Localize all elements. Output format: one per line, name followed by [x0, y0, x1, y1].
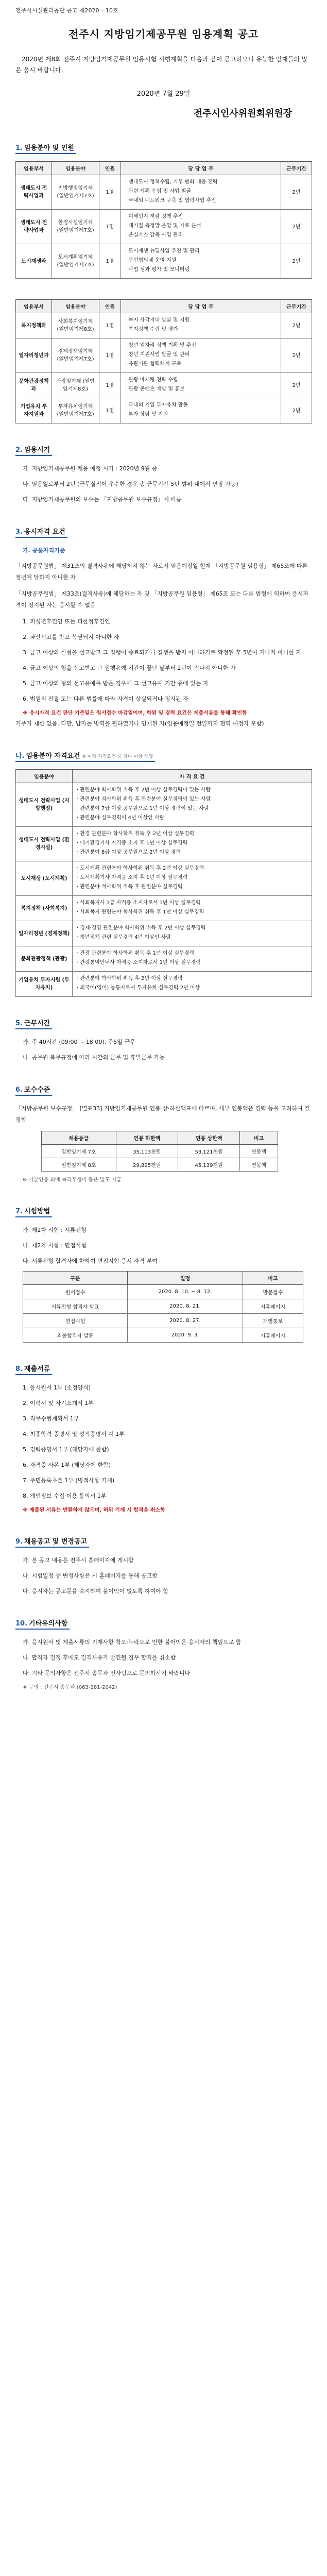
count-cell: 1명: [99, 175, 121, 210]
section-title: 1. 임용분야 및 인원: [15, 142, 76, 154]
section-title: 나. 임용분야 자격요건 ※ 아래 자격요건 중 하나 이상 해당: [15, 750, 155, 762]
table-header: 근무기간: [281, 162, 312, 175]
list-item: 나. 임용일로부터 2년 (근무실적이 우수한 경우 총 근무기간 5년 범위 내에서 연장 가능): [23, 481, 238, 487]
duties-list: [123, 247, 279, 274]
period-cell: 2년: [281, 175, 312, 210]
count-cell: 1명: [99, 313, 121, 338]
list-item: 가. 제1차 시험 : 서류전형: [23, 1227, 87, 1233]
stage-cell: 원서접수: [23, 1285, 128, 1299]
requirement-item: · 도시계획기사 자격증 소지 후 1년 이상 실무경력: [77, 874, 309, 882]
paragraph: 「지방공무원법」 제31조의 결격사유에 해당하지 않는 자로서 임용예정일 현재 「지방공무원 임용령」 제65조에 따른 정년에 달하지 아니한 자: [15, 563, 308, 581]
field-cell: 일자리청년 (경제정책): [16, 921, 73, 946]
field-cell: 기업유치 투자지원 (투자유치): [16, 972, 73, 997]
date-cell: 2020. 8. 10. ~ 8. 12.: [128, 1285, 243, 1299]
table-header: 비고: [240, 1131, 278, 1145]
requirements-cell: [73, 896, 312, 921]
list-item: 2. 이력서 및 자기소개서 1부: [23, 1400, 94, 1406]
intro-text: 2020년 제8회 전주시 지방임기제공무원 임용시험 시행계획을 다음과 같이 공고하오니 유능한 인재들의 많은 응시 바랍니다.: [15, 56, 308, 74]
count-cell: 1명: [99, 338, 121, 373]
note-cell: 개별통보: [243, 1314, 303, 1328]
duty-item: · 청년 일자리 정책 기획 및 추진: [125, 342, 279, 349]
section-documents: [15, 1363, 312, 1515]
table-row: [16, 175, 312, 210]
field-cell: 도시계획임기제 (일반임기제7호): [52, 244, 99, 279]
table-header: 인원: [99, 162, 121, 175]
paragraph: 거주지 제한 없음. 다만, 남자는 병역을 필하였거나 면제된 자(임용예정일 전일까지 전역 예정자 포함): [15, 720, 264, 727]
schedule-table: [23, 1271, 303, 1343]
period-cell: 2년: [281, 338, 312, 373]
requirements-cell: [73, 946, 312, 972]
field-cell: 문화관광정책 (관광): [16, 946, 73, 972]
note-cell: 방문접수: [243, 1285, 303, 1299]
list-item: 가. 주 40시간 (09:00 ~ 18:00), 주5일 근무: [23, 1039, 135, 1045]
requirements-list: [75, 924, 309, 941]
list-item: 나. 합격자 결정 후에도 결격사유가 발견될 경우 합격을 취소함: [23, 1654, 176, 1661]
note: ※ 기본연봉 외에 복리후생비 등은 별도 지급: [23, 1177, 122, 1183]
duty-item: · 관광 콘텐츠 개발 및 홍보: [125, 385, 279, 393]
field-cell: 생태도시 전략사업 (지방행정): [16, 783, 73, 827]
requirement-item: · 대기환경기사 자격증 소지 후 1년 이상 실무경력: [77, 839, 309, 847]
table-row: [23, 1314, 303, 1328]
requirement-item: · 관광 관련분야 학사학위 취득 후 1년 이상 실무경력: [77, 950, 309, 957]
requirements-cell: [73, 783, 312, 827]
table-header: 담 당 업 무: [121, 300, 281, 313]
list-item: 4. 최종학력 증명서 및 성적증명서 각 1부: [23, 1431, 125, 1437]
list-item: 5. 금고 이상의 형의 선고유예를 받은 경우에 그 선고유예 기간 중에 있는 자: [23, 680, 209, 687]
stage-cell: 서류전형 합격자 발표: [23, 1299, 128, 1314]
list-item: 3. 금고 이상의 실형을 선고받고 그 집행이 종료되거나 집행을 받지 아니하기로 확정된 후 5년이 지나지 아니한 자: [23, 649, 301, 656]
list-item: 가. 지방임기제공무원 채용 예정 시기 : 2020년 9월 중: [23, 465, 158, 472]
duties-list: [123, 316, 279, 333]
warning-note: ※ 제출된 서류는 반환하지 않으며, 허위 기재 시 합격을 취소함: [23, 1507, 165, 1513]
list-item: 나. 공무원 복무규정에 따라 시간외 근무 및 휴일근무 가능: [23, 1054, 165, 1061]
requirement-item: · 경제·경영 관련분야 학사학위 취득 후 2년 이상 실무경력: [77, 924, 309, 932]
section-qualifications: [15, 526, 312, 730]
table-row: [16, 783, 312, 827]
notice-date: 2020년 7월 29일: [136, 90, 191, 98]
subsection-title: 가. 공통자격기준: [23, 547, 65, 554]
table-header: 연봉 상한액: [178, 1131, 239, 1145]
section-other-notes: [15, 1618, 312, 1692]
requirements-cell: [73, 861, 312, 896]
list-item: 나. 제2차 시험 : 면접시험: [23, 1242, 87, 1249]
period-cell: 2년: [281, 313, 312, 338]
duty-item: · 국내외 기업 투자유치 활동: [125, 401, 279, 409]
table-row: [42, 1145, 278, 1158]
count-cell: 1명: [99, 210, 121, 244]
dept-cell: 복지정책과: [16, 313, 52, 338]
dept-cell: 일자리청년과: [16, 338, 52, 373]
high-cell: 53,121천원: [178, 1145, 239, 1158]
field-cell: 도시재생 (도시계획): [16, 861, 73, 896]
table-header: 임용분야: [52, 300, 99, 313]
table-header: 일정: [128, 1272, 243, 1285]
requirement-item: · 사회복지사 1급 자격증 소지자로서 1년 이상 실무경력: [77, 899, 309, 907]
table-header: 임용부서: [16, 300, 52, 313]
note: ※ 응시자격 요건 판단 기준일은 원서접수 마감일이며, 학위 및 경력 요건은 제출서류를 통해 확인함: [23, 710, 247, 716]
list-item: 가. 본 공고 내용은 전주시 홈페이지에 게시함: [23, 1557, 134, 1564]
requirements-list: [75, 899, 309, 916]
duty-item: · 관련 계획 수립 및 사업 발굴: [125, 188, 279, 195]
table-header: 비고: [243, 1272, 303, 1285]
field-cell: 관광임기제 (일반임기제8호): [52, 373, 99, 398]
low-cell: 29,895천원: [116, 1158, 178, 1172]
date-cell: 2020. 8. 27.: [128, 1314, 243, 1328]
pay-table: [41, 1131, 278, 1172]
table-row: [16, 244, 312, 279]
field-cell: 환경시설임기제 (일반임기제7호): [52, 210, 99, 244]
table-row: [23, 1299, 303, 1314]
section-exam-method: [15, 1206, 312, 1343]
duty-item: · 복지 사각지대 발굴 및 지원: [125, 316, 279, 324]
positions-table: [15, 161, 312, 279]
section-title: 3. 응시자격 요건: [15, 526, 67, 538]
field-cell: 생태도시 전략사업 (환경시설): [16, 827, 73, 861]
list-item: 5. 경력증명서 1부 (해당자에 한함): [23, 1446, 109, 1453]
list-item: 다. 응시자는 공고문을 숙지하여 불이익이 없도록 하여야 함: [23, 1588, 168, 1595]
section-field-requirements: [15, 750, 312, 997]
list-item: 나. 시험일정 등 변경사항은 시 홈페이지를 통해 공고함: [23, 1572, 158, 1579]
table-header: 연봉 하한액: [116, 1131, 178, 1145]
period-cell: 2년: [281, 373, 312, 398]
period-cell: 2년: [281, 210, 312, 244]
duties-list: [123, 401, 279, 418]
list-item: 1. 응시원서 1부 (소정양식): [23, 1384, 91, 1391]
note-cell: 시홈페이지: [243, 1299, 303, 1314]
page-title: 전주시 지방임기제공무원 임용계획 공고: [68, 28, 259, 40]
duty-item: · 유관기관 협력체계 구축: [125, 360, 279, 368]
grade-cell: 일반임기제 7호: [42, 1145, 116, 1158]
section-announcement: [15, 1536, 312, 1597]
table-header: 임용부서: [16, 162, 52, 175]
date-cell: 2020. 9. 3.: [128, 1328, 243, 1343]
notice-number: 전주시시설관리공단 공고 제2020 – 10호: [15, 7, 118, 14]
table-header: 근무기간: [281, 300, 312, 313]
field-cell: 경제정책임기제 (일반임기제7호): [52, 338, 99, 373]
duty-item: · 미세먼지 저감 정책 추진: [125, 213, 279, 221]
requirements-list: [75, 865, 309, 891]
table-row: [16, 373, 312, 398]
table-header: 인원: [99, 300, 121, 313]
section-title: 9. 채용공고 및 변경공고: [15, 1536, 89, 1548]
list-item: 다. 지방임기제공무원의 보수는 「지방공무원 보수규정」에 따름: [23, 496, 182, 503]
requirements-cell: [73, 972, 312, 997]
table-row: [16, 896, 312, 921]
list-item: 다. 서류전형 합격자에 한하여 면접시험 응시 자격 부여: [23, 1258, 158, 1264]
table-row: [16, 861, 312, 896]
stage-cell: 최종합격자 발표: [23, 1328, 128, 1343]
section-title: 8. 제출서류: [15, 1363, 52, 1375]
note-cell: 연봉액: [240, 1158, 278, 1172]
list-item: 4. 금고 이상의 형을 선고받고 그 집행유예 기간이 끝난 날부터 2년이 지나지 아니한 자: [23, 665, 236, 671]
paragraph: 「지방공무원법」 제33조(결격사유)에 해당하는 자 및 「지방공무원 임용령」 제65조 또는 다른 법령에 의하여 응시자격이 정지된 자는 응시할 수 없음: [15, 590, 308, 608]
requirement-item: · 관련분야 석사학위 취득 후 관련분야 실무경력: [77, 883, 309, 891]
table-header: 자 격 요 건: [73, 770, 312, 783]
list-item: 1. 피성년후견인 또는 피한정후견인: [23, 618, 110, 625]
contact-note: ※ 문의 : 전주시 총무과 (063-281-2042): [23, 1685, 117, 1690]
list-item: 6. 자격증 사본 1부 (해당자에 한함): [23, 1462, 111, 1468]
requirement-item: · 관련분야 석사학위 취득 후 관련분야 실무경력이 있는 사람: [77, 795, 309, 803]
table-row: [16, 946, 312, 972]
section-title: 6. 보수수준: [15, 1084, 52, 1096]
duties-cell: [121, 373, 281, 398]
requirements-cell: [73, 921, 312, 946]
period-cell: 2년: [281, 244, 312, 279]
duty-item: · 생태도시 정책수립, 기후 변화 대응 전략: [125, 178, 279, 186]
duties-cell: [121, 398, 281, 423]
field-cell: 지방행정임기제 (일반임기제7호): [52, 175, 99, 210]
stage-cell: 면접시험: [23, 1314, 128, 1328]
table-header: 구분: [23, 1272, 128, 1285]
list-item: 다. 기타 문의사항은 전주시 총무과 인사팀으로 문의하시기 바랍니다: [23, 1670, 191, 1676]
section-pay: [15, 1084, 312, 1185]
note-cell: 시홈페이지: [243, 1328, 303, 1343]
table-header: 임용분야: [16, 770, 73, 783]
duties-cell: [121, 210, 281, 244]
duty-item: · 도시재생 뉴딜사업 추진 및 관리: [125, 247, 279, 255]
requirements-cell: [73, 827, 312, 861]
duties-cell: [121, 175, 281, 210]
table-row: [23, 1328, 303, 1343]
dept-cell: 기업유치 투자지원과: [16, 398, 52, 423]
table-header: 담 당 업 무: [121, 162, 281, 175]
table-row: [16, 827, 312, 861]
table-row: [16, 338, 312, 373]
requirement-item: · 관련분야 학사학위 취득 후 2년 이상 실무경력: [77, 975, 309, 982]
duties-cell: [121, 313, 281, 338]
duty-item: · 청년 지원사업 발굴 및 관리: [125, 351, 279, 359]
paragraph: 「지방공무원 보수규정」 [별표33] 지방임기제공무원 연봉 상·하한액표에 따르며, 세부 연봉액은 경력 등을 고려하여 결정함: [15, 1105, 310, 1123]
list-item: 가. 응시원서 및 제출서류의 기재사항 착오·누락으로 인한 불이익은 응시자의 책임으로 함: [23, 1639, 242, 1646]
list-item: 7. 주민등록초본 1부 (병적사항 기재): [23, 1477, 115, 1484]
dept-cell: 생태도시 전략사업과: [16, 175, 52, 210]
duty-item: · 복지정책 수립 및 평가: [125, 326, 279, 333]
requirement-item: · 관광통역안내사 자격증 소지자로서 1년 이상 실무경력: [77, 959, 309, 967]
low-cell: 35,113천원: [116, 1145, 178, 1158]
duties-cell: [121, 244, 281, 279]
issuer: 전주시인사위원회위원장: [193, 108, 292, 119]
field-cell: 사회복지임기제 (일반임기제8호): [52, 313, 99, 338]
count-cell: 1명: [99, 373, 121, 398]
list-item: 2. 파산선고를 받고 복권되지 아니한 자: [23, 634, 119, 640]
field-cell: 투자유치임기제 (일반임기제7호): [52, 398, 99, 423]
section-appointment-time: [15, 444, 312, 505]
dept-cell: 도시재생과: [16, 244, 52, 279]
duties-list: [123, 342, 279, 368]
requirements-list: [75, 830, 309, 856]
requirements-list: [75, 950, 309, 967]
requirement-item: · 관련분야 7급 이상 공무원으로 1년 이상 경력이 있는 사람: [77, 805, 309, 812]
duty-item: · 투자 상담 및 지원: [125, 411, 279, 418]
table-row: [16, 972, 312, 997]
requirements-table: [15, 769, 312, 997]
requirement-item: · 사회복지 관련분야 학사학위 취득 후 1년 이상 실무경력: [77, 908, 309, 916]
dept-cell: 문화관광정책과: [16, 373, 52, 398]
section-title: 10. 기타유의사항: [15, 1618, 70, 1630]
list-item: 6. 법원의 판결 또는 다른 법률에 따라 자격이 상실되거나 정지된 자: [23, 696, 188, 702]
table-header: 채용등급: [42, 1131, 116, 1145]
count-cell: 1명: [99, 398, 121, 423]
list-item: 8. 개인정보 수집·이용 동의서 1부: [23, 1493, 107, 1499]
table-row: [16, 921, 312, 946]
requirement-item: · 관련분야 8급 이상 공무원으로 2년 이상 경력: [77, 849, 309, 856]
section-work-hours: [15, 1018, 312, 1063]
duties-list: [123, 178, 279, 205]
requirement-item: · 환경 관련분야 학사학위 취득 후 2년 이상 실무경력: [77, 830, 309, 838]
count-cell: 1명: [99, 244, 121, 279]
requirement-item: · 관련분야 실무경력이 4년 이상인 사람: [77, 814, 309, 822]
section-title: 7. 시험방법: [15, 1206, 52, 1217]
grade-cell: 일반임기제 8호: [42, 1158, 116, 1172]
duty-item: · 주민협의체 운영 지원: [125, 257, 279, 264]
high-cell: 45,139천원: [178, 1158, 239, 1172]
table-row: [42, 1158, 278, 1172]
table-row: [16, 313, 312, 338]
dept-cell: 생태도시 전략사업과: [16, 210, 52, 244]
duties-list: [123, 376, 279, 393]
duties-list: [123, 213, 279, 239]
duty-item: · 사업 성과 평가 및 모니터링: [125, 266, 279, 274]
duty-item: · 국내외 네트워크 구축 및 협력사업 추진: [125, 197, 279, 205]
section-positions: [15, 142, 312, 423]
requirement-item: · 도시계획 관련분야 학사학위 취득 후 2년 이상 실무경력: [77, 865, 309, 872]
table-header: 임용분야: [52, 162, 99, 175]
table-row: [16, 398, 312, 423]
requirements-list: [75, 786, 309, 822]
section-title: 5. 근무시간: [15, 1018, 52, 1029]
requirement-item: · 관련분야 학사학위 취득 후 2년 이상 실무경력이 있는 사람: [77, 786, 309, 794]
date-cell: 2020. 8. 21.: [128, 1299, 243, 1314]
positions-table-2: [15, 299, 312, 423]
duty-item: · 대기질 측정망 운영 및 자료 분석: [125, 222, 279, 230]
requirements-list: [75, 975, 309, 992]
duty-item: · 온실가스 감축 사업 관리: [125, 231, 279, 239]
table-row: [16, 210, 312, 244]
period-cell: 2년: [281, 398, 312, 423]
requirement-item: · 외국어(영어) 능통자로서 투자유치 실무경력 2년 이상: [77, 984, 309, 992]
note-cell: 연봉액: [240, 1145, 278, 1158]
field-cell: 복지정책 (사회복지): [16, 896, 73, 921]
duties-cell: [121, 338, 281, 373]
table-row: [23, 1285, 303, 1299]
section-title: 2. 임용시기: [15, 444, 52, 456]
requirement-item: · 청년정책 관련 실무경력 4년 이상인 사람: [77, 934, 309, 941]
duty-item: · 관광 마케팅 전략 수립: [125, 376, 279, 384]
list-item: 3. 직무수행계획서 1부: [23, 1415, 79, 1422]
